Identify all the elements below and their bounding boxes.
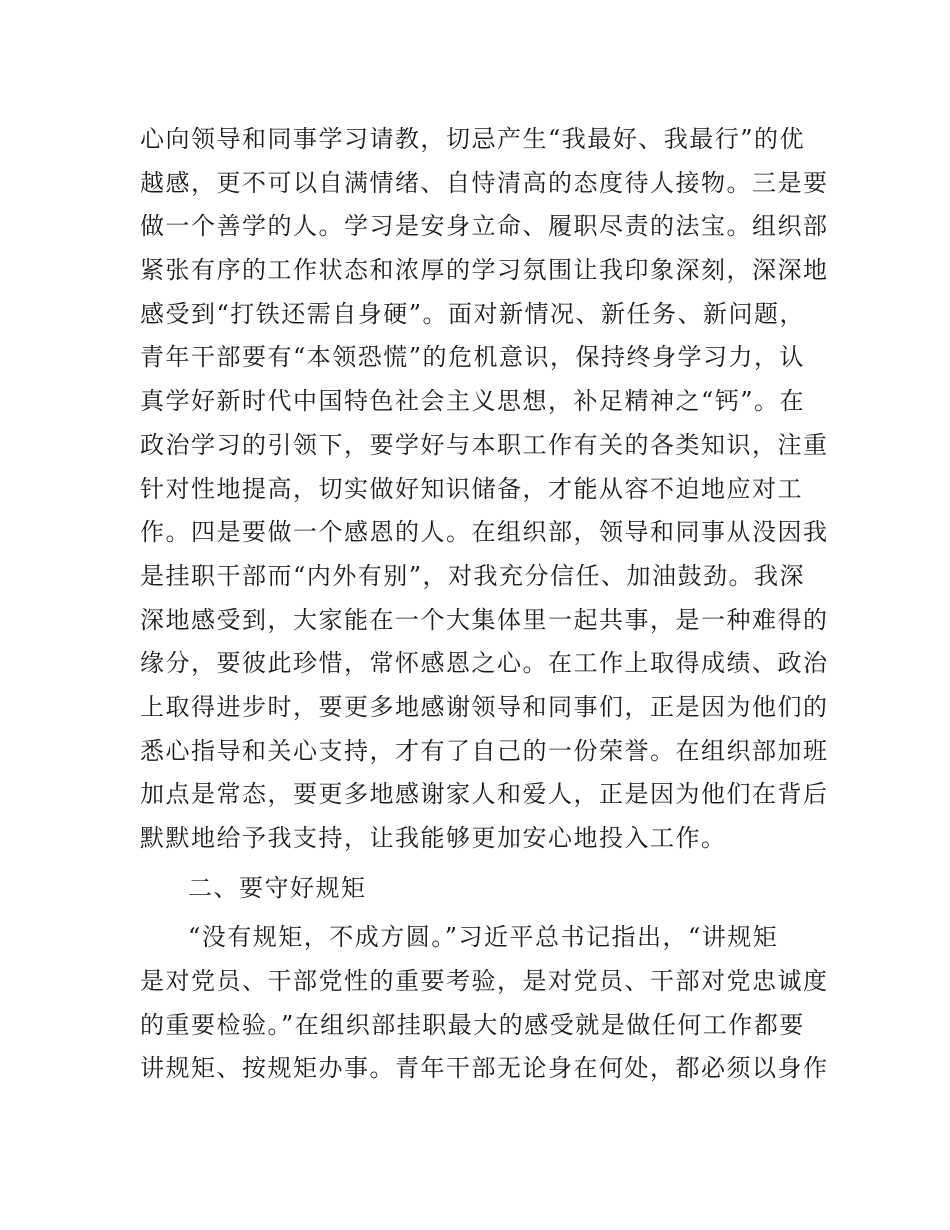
text-line: 作。四是要做一个感恩的人。在组织部，领导和同事从没因我 — [140, 518, 829, 547]
text-line: “没有规矩，不成方圆。”习近平总书记指出，“讲规矩 — [188, 923, 779, 952]
text-line: 深地感受到，大家能在一个大集体里一起共事，是一种难得的 — [140, 605, 829, 634]
text-line: 越感，更不可以自满情绪、自恃清高的态度待人接物。三是要 — [140, 168, 829, 197]
text-line: 的重要检验。”在组织部挂职最大的感受就是做任何工作都要 — [140, 1010, 805, 1039]
paragraph-1 — [140, 118, 829, 861]
section-heading: 二、要守好规矩 — [188, 873, 367, 902]
text-line: 政治学习的引领下，要学好与本职工作有关的各类知识，注重 — [140, 430, 829, 459]
paragraph-2 — [140, 916, 829, 1091]
text-line: 真学好新时代中国特色社会主义思想，补足精神之“钙”。在 — [140, 387, 806, 416]
text-line: 缘分，要彼此珍惜，常怀感恩之心。在工作上取得成绩、政治 — [140, 649, 829, 678]
text-line: 默默地给予我支持，让我能够更加安心地投入工作。 — [140, 824, 727, 852]
text-line: 上取得进步时，要更多地感谢领导和同事们，正是因为他们的 — [140, 692, 829, 721]
text-line: 青年干部要有“本领恐慌”的危机意识，保持终身学习力，认 — [140, 343, 806, 372]
text-line: 感受到“打铁还需自身硬”。面对新情况、新任务、新问题， — [140, 299, 806, 328]
text-line: 紧张有序的工作状态和浓厚的学习氛围让我印象深刻，深深地 — [140, 256, 829, 285]
text-line: 心向领导和同事学习请教，切忌产生“我最好、我最行”的优 — [140, 125, 806, 153]
text-line: 是挂职干部而“内外有别”，对我充分信任、加油鼓劲。我深 — [140, 561, 806, 590]
text-line: 做一个善学的人。学习是安身立命、履职尽责的法宝。组织部 — [140, 212, 829, 241]
text-line: 悉心指导和关心支持，才有了自己的一份荣誉。在组织部加班 — [140, 736, 829, 765]
text-line: 是对党员、干部党性的重要考验，是对党员、干部对党忠诚度 — [140, 967, 829, 996]
text-line: 针对性地提高，切实做好知识储备，才能从容不迫地应对工 — [140, 474, 803, 503]
document-body — [140, 118, 829, 1091]
text-line: 讲规矩、按规矩办事。青年干部无论身在何处，都必须以身作 — [140, 1054, 829, 1083]
text-line: 加点是常态，要更多地感谢家人和爱人，正是因为他们在背后 — [140, 780, 829, 809]
